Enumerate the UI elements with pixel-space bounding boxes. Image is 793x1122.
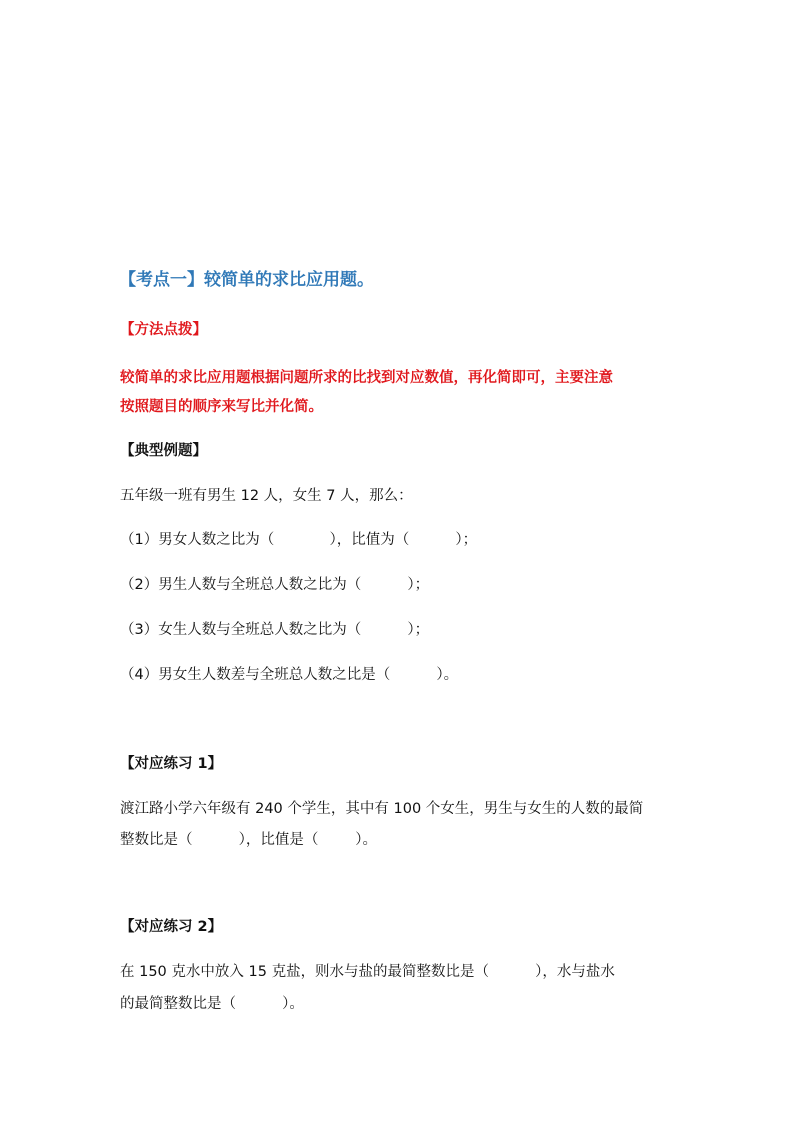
practice-1-line-2: 整数比是（ ），比值是（ ）。: [120, 832, 377, 848]
example-question-4: （4）男女生人数差与全班总人数之比是（ ）。: [120, 667, 459, 683]
practice-2-label: 【对应练习 2】: [120, 919, 223, 935]
practice-1-line-1: 渡江路小学六年级有 240 个学生，其中有 100 个女生，男生与女生的人数的最简: [120, 801, 644, 817]
example-question-2: （2）男生人数与全班总人数之比为（ ）；: [120, 577, 430, 593]
example-question-1: （1）男女人数之比为（ ），比值为（ ）；: [120, 532, 478, 548]
example-label: 【典型例题】: [120, 443, 207, 459]
practice-1-label: 【对应练习 1】: [120, 756, 223, 772]
method-text-line-2: 按照题目的顺序来写比并化简。: [120, 399, 323, 415]
method-text-line-1: 较简单的求比应用题根据问题所求的比找到对应数值，再化简即可，主要注意: [120, 370, 613, 386]
example-question-3: （3）女生人数与全班总人数之比为（ ）；: [120, 622, 430, 638]
practice-2-line-1: 在 150 克水中放入 15 克盐，则水与盐的最简整数比是（ ），水与盐水: [120, 964, 615, 980]
method-label: 【方法点拨】: [120, 322, 207, 338]
section-heading: 【考点一】较简单的求比应用题。: [119, 270, 374, 290]
practice-2-line-2: 的最简整数比是（ ）。: [120, 996, 304, 1012]
example-intro: 五年级一班有男生 12 人，女生 7 人，那么：: [120, 488, 413, 504]
